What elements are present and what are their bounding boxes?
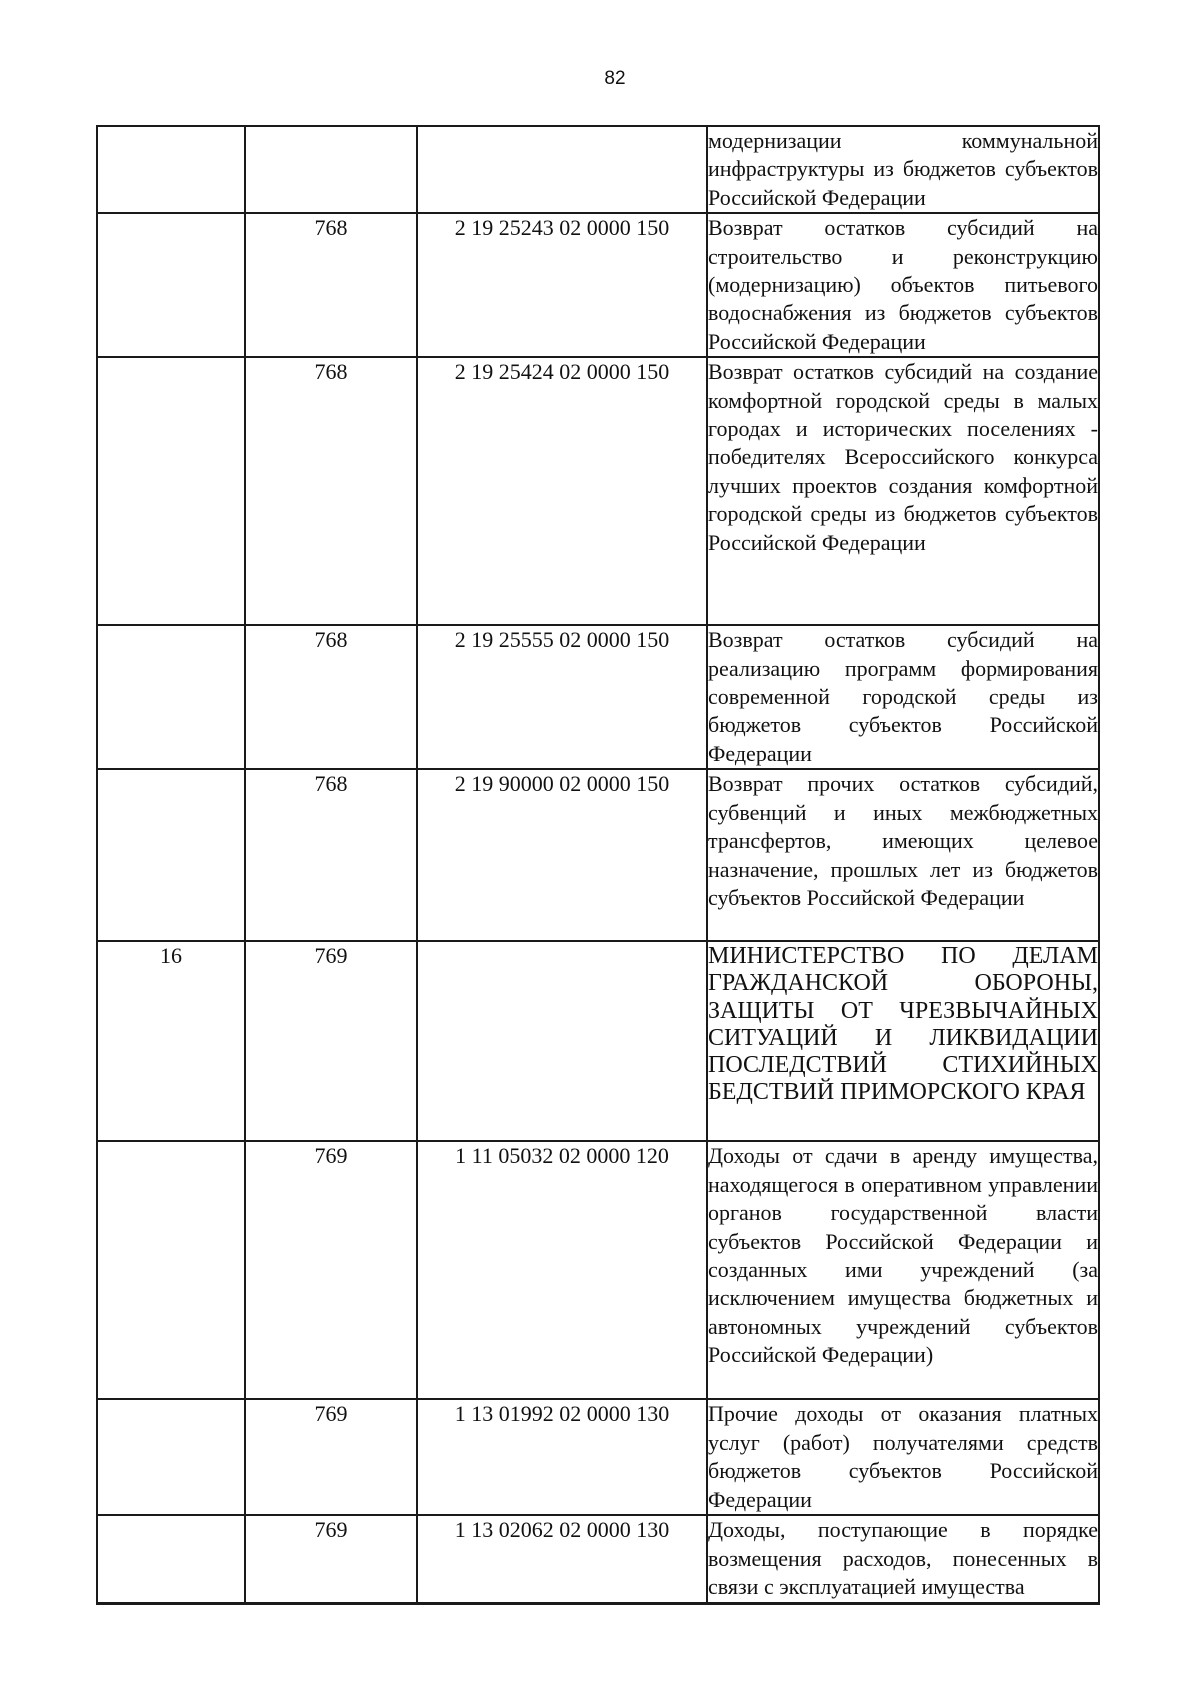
admin-code-cell: 768 — [245, 357, 417, 625]
description-cell: Возврат остатков субсидий на реализацию программ формирования современной городской среды из бюджетов субъектов Российской Федерации — [707, 625, 1099, 769]
table-row — [97, 1515, 1099, 1603]
row-number-cell — [97, 126, 245, 213]
row-number-cell: 16 — [97, 941, 245, 1141]
budget-code-cell: 2 19 25243 02 0000 150 — [417, 213, 707, 357]
description-cell: Прочие доходы от оказания платных услуг (работ) получателями средств бюджетов субъектов Российской Федерации — [707, 1399, 1099, 1515]
budget-code-cell: 1 13 02062 02 0000 130 — [417, 1515, 707, 1603]
budget-code-cell: 2 19 25424 02 0000 150 — [417, 357, 707, 625]
table-row — [97, 126, 1099, 213]
ministry-name-cell: МИНИСТЕРСТВО ПО ДЕЛАМ ГРАЖДАНСКОЙ ОБОРОНЫ, ЗАЩИТЫ ОТ ЧРЕЗВЫЧАЙНЫХ СИТУАЦИЙ И ЛИКВИДАЦИИ ПОСЛЕДСТВИЙ СТИХИЙНЫХ БЕДСТВИЙ ПРИМОРСКОГО КРАЯ — [707, 941, 1099, 1141]
row-number-cell — [97, 1399, 245, 1515]
budget-code-cell: 1 11 05032 02 0000 120 — [417, 1141, 707, 1399]
description-cell: Возврат остатков субсидий на создание комфортной городской среды в малых городах и исторических поселениях - победителях Всероссийского конкурса лучших проектов создания комфортной городской среды из бюджетов субъектов Российской Федерации — [707, 357, 1099, 625]
table-row — [97, 1399, 1099, 1515]
table-row — [97, 941, 1099, 1141]
table-row — [97, 625, 1099, 769]
budget-code-cell: 1 13 01992 02 0000 130 — [417, 1399, 707, 1515]
table-row — [97, 213, 1099, 357]
description-cell: Возврат прочих остатков субсидий, субвенций и иных межбюджетных трансфертов, имеющих целевое назначение, прошлых лет из бюджетов субъектов Российской Федерации — [707, 769, 1099, 941]
budget-code-cell — [417, 126, 707, 213]
row-number-cell — [97, 625, 245, 769]
table-row — [97, 357, 1099, 625]
description-cell: Доходы от сдачи в аренду имущества, находящегося в оперативном управлении органов государственной власти субъектов Российской Федерации и созданных ими учреждений (за исключением имущества бюджетных и автономных учреждений субъектов Российской Федерации) — [707, 1141, 1099, 1399]
admin-code-cell: 768 — [245, 625, 417, 769]
admin-code-cell: 769 — [245, 1141, 417, 1399]
description-cell: Возврат остатков субсидий на строительство и реконструкцию (модернизацию) объектов питьевого водоснабжения из бюджетов субъектов Российской Федерации — [707, 213, 1099, 357]
row-number-cell — [97, 769, 245, 941]
budget-code-cell: 2 19 90000 02 0000 150 — [417, 769, 707, 941]
description-cell: модернизации коммунальной инфраструктуры из бюджетов субъектов Российской Федерации — [707, 126, 1099, 213]
budget-code-cell — [417, 941, 707, 1141]
admin-code-cell: 768 — [245, 213, 417, 357]
page-number: 82 — [604, 68, 626, 89]
row-number-cell — [97, 1515, 245, 1603]
admin-code-cell: 769 — [245, 941, 417, 1141]
row-number-cell — [97, 357, 245, 625]
row-number-cell — [97, 1141, 245, 1399]
budget-code-cell: 2 19 25555 02 0000 150 — [417, 625, 707, 769]
row-number-cell — [97, 213, 245, 357]
admin-code-cell — [245, 126, 417, 213]
table-row — [97, 769, 1099, 941]
admin-code-cell: 769 — [245, 1515, 417, 1603]
table-row — [97, 1141, 1099, 1399]
revenue-codes-table — [96, 125, 1100, 1605]
description-cell: Доходы, поступающие в порядке возмещения расходов, понесенных в связи с эксплуатацией имущества — [707, 1515, 1099, 1603]
admin-code-cell: 768 — [245, 769, 417, 941]
admin-code-cell: 769 — [245, 1399, 417, 1515]
